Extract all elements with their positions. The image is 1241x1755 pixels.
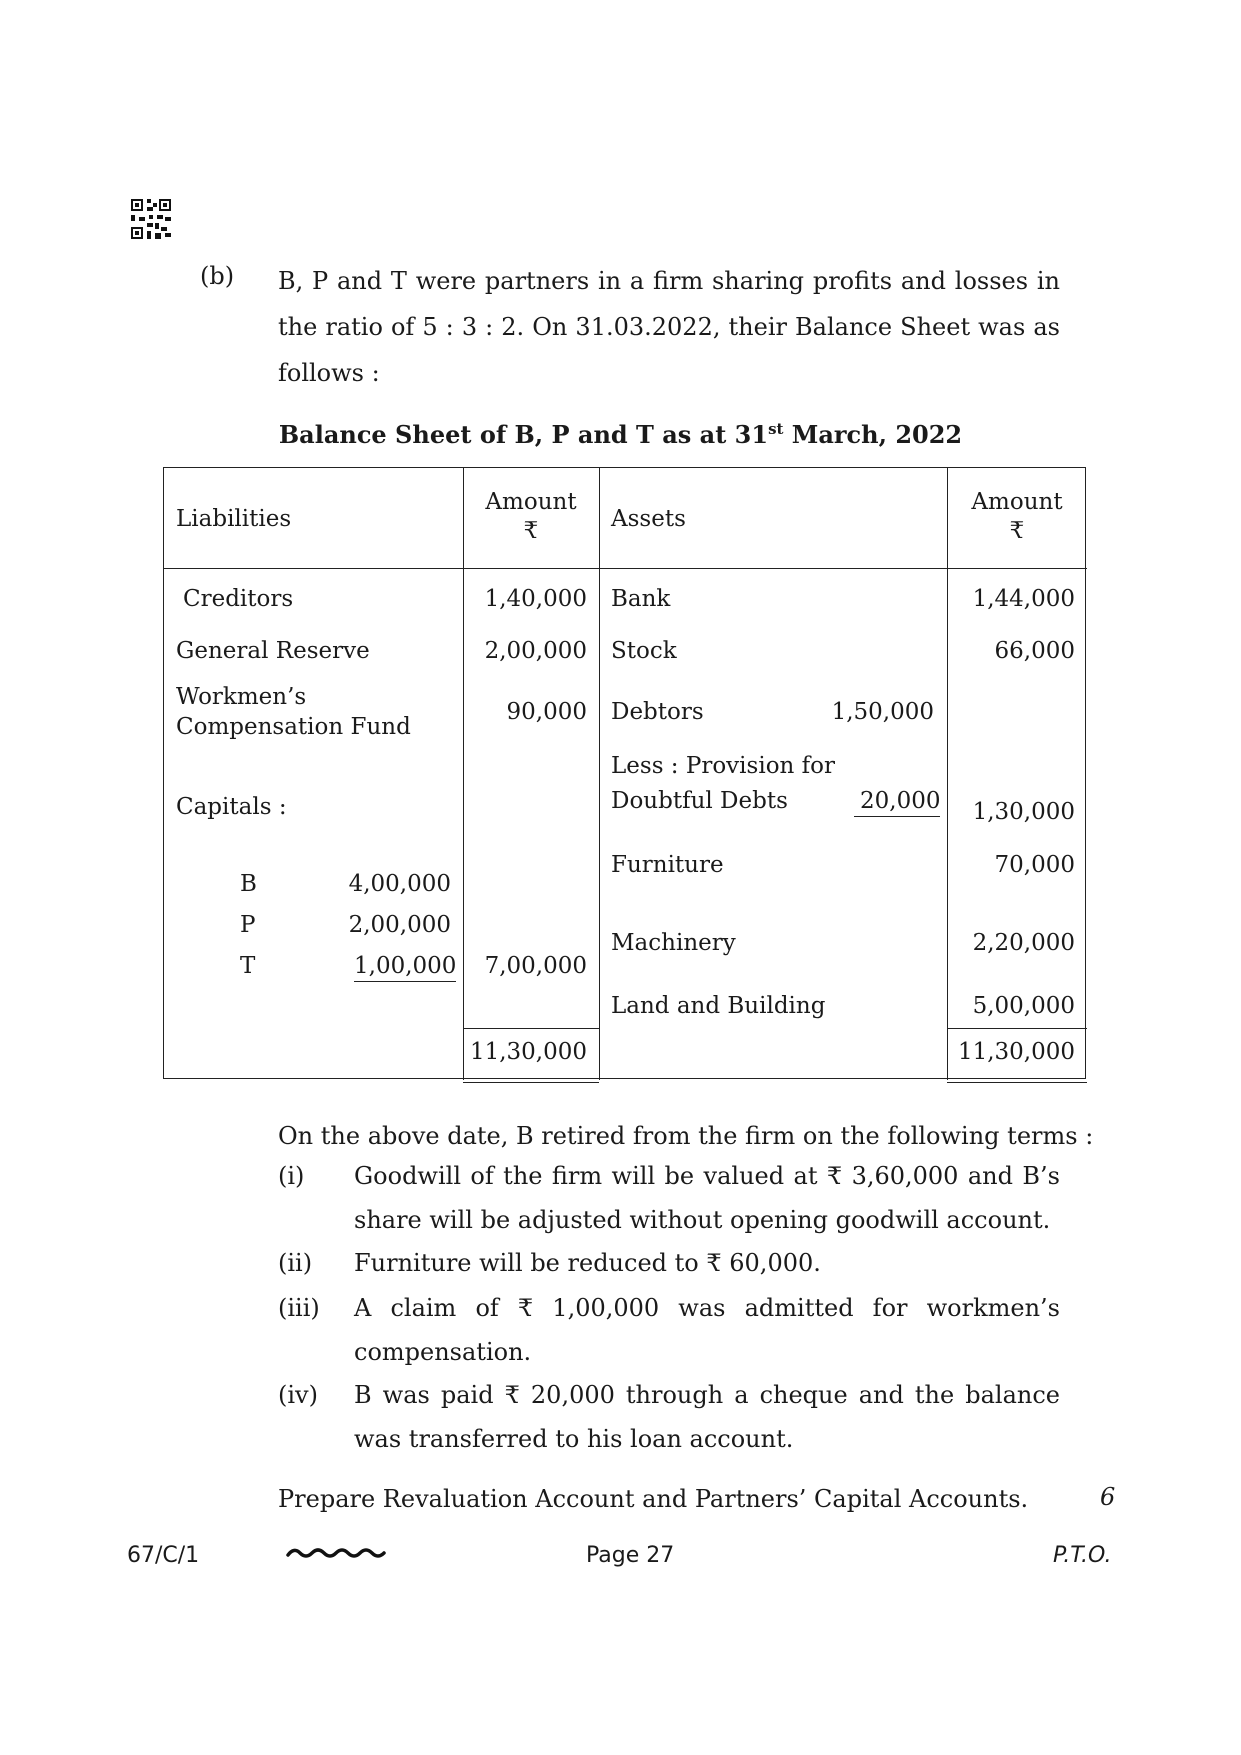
question-intro: B, P and T were partners in a firm sharing profits and losses in the ratio of 5 : 3 : 2. On 31.03.2022, their Balance Sheet was as follows : (278, 267, 1060, 387)
asset-amount: 1,44,000 (972, 586, 1075, 612)
question-instruction: Prepare Revaluation Account and Partners’ Capital Accounts. (278, 1485, 1029, 1513)
column-divider (947, 468, 948, 1080)
qr-code-icon (131, 199, 171, 239)
partner-name: P (240, 912, 256, 938)
liability-wcf: Compensation Fund (176, 714, 411, 740)
asset-furniture: Furniture (611, 852, 724, 878)
asset-amount: 5,00,000 (972, 993, 1075, 1019)
please-turn-over: P.T.O. (1053, 1543, 1112, 1568)
header-currency: ₹ (1009, 518, 1025, 544)
paper-code: 67/C/1 (127, 1543, 200, 1568)
asset-stock: Stock (611, 638, 677, 664)
provision-amount: 20,000 (854, 787, 940, 815)
liability-amount: 2,00,000 (484, 638, 587, 664)
page-number: Page 27 (586, 1543, 675, 1568)
column-divider (599, 468, 600, 1080)
asset-amount: 70,000 (994, 852, 1075, 878)
asset-amount: 2,20,000 (972, 930, 1075, 956)
total-line (463, 1028, 599, 1029)
liability-capitals: Capitals : (176, 794, 287, 820)
header-amount: Amount (485, 489, 577, 515)
debtors-gross: 1,50,000 (831, 699, 934, 725)
liability-amount: 7,00,000 (484, 953, 587, 979)
total-double-line (463, 1082, 599, 1083)
terms-intro: On the above date, B retired from the firm on the following terms : (278, 1122, 1094, 1150)
liability-creditors: Creditors (183, 586, 294, 612)
column-divider (463, 468, 464, 1080)
header-currency: ₹ (523, 518, 539, 544)
wave-ornament-icon (286, 1545, 386, 1561)
term-item: (i) Goodwill of the firm will be valued at ₹ 3,60,000 and B’s share will be adjusted without opening goodwill account. (278, 1162, 1060, 1234)
asset-machinery: Machinery (611, 930, 736, 956)
header-liabilities: Liabilities (176, 506, 292, 532)
asset-debtors: Debtors (611, 699, 704, 725)
balance-sheet-title: Balance Sheet of B, P and T as at 31st March, 2022 (278, 420, 963, 449)
total-double-line (947, 1082, 1087, 1083)
partner-capital: 4,00,000 (348, 871, 451, 897)
liability-amount: 1,40,000 (484, 586, 587, 612)
header-amount: Amount (971, 489, 1063, 515)
assets-total: 11,30,000 (957, 1039, 1075, 1065)
asset-land-building: Land and Building (611, 993, 826, 1019)
asset-provision: Doubtful Debts (611, 788, 788, 814)
total-line (947, 1028, 1087, 1029)
liabilities-total: 11,30,000 (469, 1039, 587, 1065)
term-item: (ii) Furniture will be reduced to ₹ 60,000. (278, 1249, 821, 1277)
asset-provision: Less : Provision for (611, 753, 836, 779)
partner-name: B (240, 871, 257, 897)
partner-name: T (240, 953, 256, 979)
asset-amount: 1,30,000 (972, 799, 1075, 825)
liability-amount: 90,000 (506, 699, 587, 725)
term-item: (iv) B was paid ₹ 20,000 through a cheque and the balance was transferred to his loan account. (278, 1381, 1060, 1453)
marks: 6 (1100, 1483, 1116, 1511)
balance-sheet-table (163, 467, 1086, 1079)
asset-bank: Bank (611, 586, 671, 612)
partner-capital: 2,00,000 (348, 912, 451, 938)
liability-wcf: Workmen’s (176, 684, 307, 710)
liability-general-reserve: General Reserve (176, 638, 370, 664)
header-assets: Assets (611, 506, 686, 532)
asset-amount: 66,000 (994, 638, 1075, 664)
partner-capital: 1,00,000 (354, 952, 451, 980)
header-divider (164, 568, 1087, 569)
question-label: (b) (200, 262, 235, 290)
term-item: (iii) A claim of ₹ 1,00,000 was admitted for workmen’s compensation. (278, 1294, 1060, 1366)
